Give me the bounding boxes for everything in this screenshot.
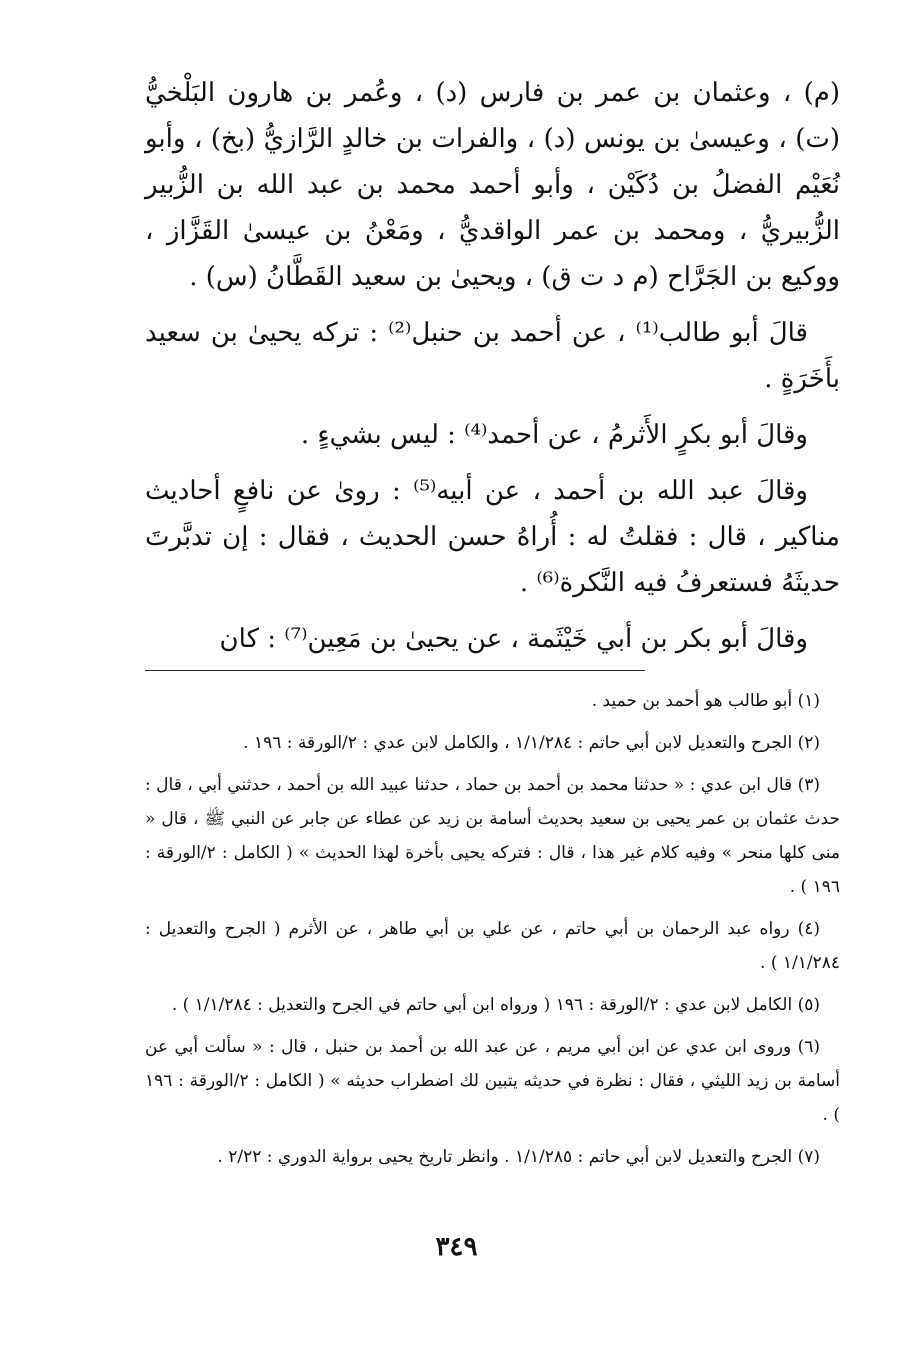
footnote-5: (٥) الكامل لابن عدي : ٢/الورقة : ١٩٦ ( ورواه ابن أبي حاتم في الجرح والتعديل : ١/١/٢٨٤ ) . xyxy=(171,995,820,1015)
paragraph-athram: وقالَ أبو بكرٍ الأَثرمُ ، عن أحمد⁽⁴⁾ : ليس بشيءٍ . xyxy=(300,420,808,450)
paragraph-abdullah-ahmad: وقالَ عبد الله بن أحمد ، عن أبيه⁽⁵⁾ : روىٰ عن نافعٍ أحاديث مناكير ، قال : فقلتُ له : أُراهُ حسن الحديث ، فقال : إن تدبَّرتَ حديثَهُ فستعرفُ فيه النَّكرة⁽⁶⁾ . xyxy=(145,476,840,598)
footnote-3: (٣) قال ابن عدي : « حدثنا محمد بن أحمد بن حماد ، حدثنا عبيد الله بن أحمد ، حدثني أبي ، قال : حدث عثمان بن عمر يحيى بن سعيد بحديث أسامة بن زيد عن عطاء عن جابر عن النبي ﷺ ، قال « منى كلها منحر » وفيه كلام غير هذا ، قال : فتركه يحيى بأخرة لهذا الحديث » ( الكامل : ٢/الورقة : ١٩٦ ) . xyxy=(145,775,840,897)
paragraph-narrators-list: (م) ، وعثمان بن عمر بن فارس (د) ، وعُمر بن هارون البَلْخيُّ (ت) ، وعيسىٰ بن يونس (د) ، والفرات بن خالدٍ الرَّازيُّ (بخ) ، وأبو نُعَيْم الفضلُ بن دُكَيْن ، وأبو أحمد محمد بن عبد الله بن الزُّبير الزُّبيريُّ ، ومحمد بن عمر الواقديُّ ، ومَعْنُ بن عيسىٰ القَزَّاز ، ووكيع بن الجَرَّاح (م د ت ق) ، ويحيىٰ بن سعيد القَطَّانُ (س) . xyxy=(145,78,840,292)
footnote-separator xyxy=(145,670,645,671)
footnote-1: (١) أبو طالب هو أحمد بن حميد . xyxy=(591,691,820,711)
page-number: ٣٤٩ xyxy=(435,1232,478,1262)
footnotes xyxy=(145,684,840,1182)
paragraph-abu-talib: قالَ أبو طالب⁽¹⁾ ، عن أحمد بن حنبل⁽²⁾ : تركه يحيىٰ بن سعيد بأَخَرَةٍ . xyxy=(145,318,840,394)
footnote-6: (٦) وروى ابن عدي عن ابن أبي مريم ، عن عبد الله بن أحمد بن حنبل ، قال : « سألت أبي عن أسامة بن زيد الليثي ، فقال : نظرة في حديثه يتبين لك اضطراب حديثه » ( الكامل : ٢/الورقة : ١٩٦ ) . xyxy=(145,1037,841,1125)
main-text xyxy=(145,70,840,662)
footnote-7: (٧) الجرح والتعديل لابن أبي حاتم : ١/١/٢٨٥ . وانظر تاريخ يحيى برواية الدوري : ٢/٢٢ . xyxy=(217,1147,820,1167)
footnote-4: (٤) رواه عبد الرحمان بن أبي حاتم ، عن علي بن أبي طاهر ، عن الأثرم ( الجرح والتعديل : ١/١/٢٨٤ ) . xyxy=(145,919,840,973)
paragraph-abu-khaythama: وقالَ أبو بكر بن أبي خَيْثَمة ، عن يحيىٰ بن مَعِين⁽⁷⁾ : كان xyxy=(219,624,808,654)
footnote-2: (٢) الجرح والتعديل لابن أبي حاتم : ١/١/٢٨٤ ، والكامل لابن عدي : ٢/الورقة : ١٩٦ . xyxy=(243,733,820,753)
